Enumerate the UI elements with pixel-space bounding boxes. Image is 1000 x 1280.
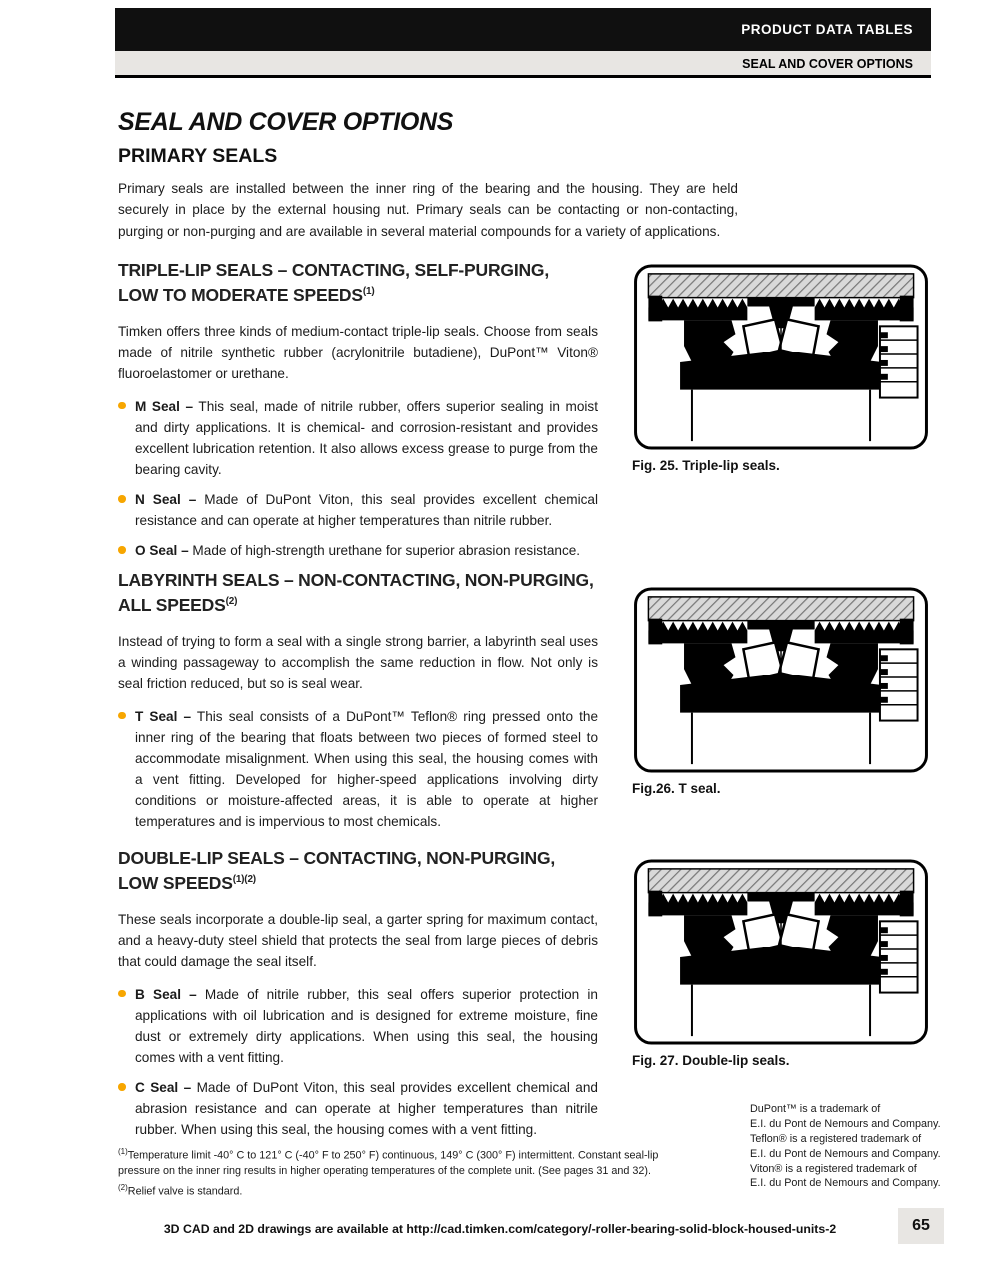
page-subtitle: PRIMARY SEALS [118, 145, 278, 167]
bullet-list [118, 984, 598, 1140]
bearing-cross-section-drawing [632, 586, 930, 774]
list-item [118, 706, 598, 832]
trademark-notes [750, 1102, 950, 1191]
seal-description: This seal, made of nitrile rubber, offers superior sealing in moist and dirty applications. It is chemical- and corrosion-resistant and provides excellent lubrication retention. It also allows excess grease to purge from the bearing cavity. [135, 398, 598, 478]
trademark-line: E.I. du Pont de Nemours and Company. [750, 1117, 941, 1130]
top-bar-title: PRODUCT DATA TABLES [741, 22, 913, 37]
bullet-dot-icon [118, 1083, 126, 1091]
seal-description: Made of nitrile rubber, this seal offers superior protection in applications with oil lubrication and is designed for extreme moisture, fine dust or extremely dirty applications. When using this seal, the housing comes with a vent fitting. [135, 986, 598, 1066]
seal-term: T Seal – [135, 708, 192, 724]
heading-line: LOW SPEEDS [118, 873, 233, 894]
section-labyrinth-seals [118, 568, 598, 841]
section-heading [118, 846, 598, 897]
bullet-dot-icon [118, 546, 126, 554]
heading-line: TRIPLE-LIP SEALS – CONTACTING, SELF-PURGING, [118, 260, 549, 280]
bullet-dot-icon [118, 990, 126, 998]
seal-term: N Seal – [135, 492, 197, 508]
figure-caption: Fig. 25. Triple-lip seals. [632, 458, 780, 473]
seal-term: M Seal – [135, 398, 194, 414]
bullet-list [118, 706, 598, 832]
seal-description: This seal consists of a DuPont™ Teflon® ring pressed onto the inner ring of the bearing that floats between two pieces of formed steel to accommodate misalignment. When using this seal, the housing comes with a vent fitting. Developed for higher-speed applications involving dirty conditions or moisture-affected areas, it is able to operate at higher temperatures and is impervious to most chemicals. [135, 708, 599, 830]
footnote-marker: (2) [118, 1182, 128, 1192]
figure-t-seal [632, 586, 930, 796]
list-item [118, 984, 598, 1068]
bearing-cross-section-drawing [632, 263, 930, 451]
trademark-line: E.I. du Pont de Nemours and Company. [750, 1147, 941, 1160]
page-title: SEAL AND COVER OPTIONS [118, 108, 454, 136]
seal-description: Made of high-strength urethane for superior abrasion resistance. [188, 543, 581, 559]
list-item [118, 396, 598, 480]
list-item [118, 1077, 598, 1140]
intro-paragraph: Primary seals are installed between the inner ring of the bearing and the housing. They are held securely in place by the external housing nut. Primary seals can be contacting or non-contacting, purging or non-purging and are available in several material compounds for a variety of applications. [118, 181, 738, 239]
seal-cover-options-bar [115, 51, 931, 78]
footnotes [118, 1146, 670, 1202]
footnote-text: Relief valve is standard. [127, 1185, 243, 1198]
bullet-dot-icon [118, 495, 126, 503]
bullet-dot-icon [118, 712, 126, 720]
trademark-line: Teflon® is a registered trademark of [750, 1132, 922, 1145]
seal-description: Made of DuPont Viton, this seal provides excellent chemical resistance and can operate at higher temperatures than nitrile rubber. [135, 492, 598, 529]
section-heading [118, 568, 598, 619]
bearing-cross-section-drawing [632, 858, 930, 1046]
seal-term: B Seal – [135, 986, 197, 1002]
heading-footnote-marker: (2) [225, 596, 238, 608]
heading-line: ALL SPEEDS [118, 595, 226, 616]
seal-term: O Seal – [135, 543, 189, 559]
section-heading [118, 258, 598, 309]
section-body: Instead of trying to form a seal with a single strong barrier, a labyrinth seal uses a winding passageway to accomplish the same reduction in flow. Not only is seal friction reduced, but so is seal wear. [118, 633, 598, 691]
page-number: 65 [898, 1208, 944, 1244]
product-data-tables-bar [115, 8, 931, 51]
footnote-text: Temperature limit -40° C to 121° C (-40° F to 250° F) continuous, 149° C (300° F) intermittent. Constant seal-lip pressure on the inner ring results in higher operating temperatures of the complete unit. (See pages 31 and 32). [118, 1149, 659, 1178]
footnote [118, 1146, 670, 1180]
footnote [118, 1182, 670, 1200]
heading-footnote-marker: (1) [362, 286, 375, 298]
heading-line: DOUBLE-LIP SEALS – CONTACTING, NON-PURGING, [118, 848, 556, 868]
trademark-line: E.I. du Pont de Nemours and Company. [750, 1177, 941, 1190]
figure-triple-lip-seals [632, 263, 930, 473]
figure-caption: Fig.26. T seal. [632, 781, 721, 796]
seal-description: Made of DuPont Viton, this seal provides excellent chemical and abrasion resistance and can operate at higher temperatures than nitrile rubber. When using this seal, the housing comes with a vent fitting. [135, 1080, 598, 1138]
heading-line: LOW TO MODERATE SPEEDS [118, 285, 363, 306]
section-body: Timken offers three kinds of medium-contact triple-lip seals. Choose from seals made of nitrile synthetic rubber (acrylonitrile butadiene), DuPont™ Viton® fluoroelastomer or urethane. [118, 323, 598, 381]
section-triple-lip-seals [118, 258, 598, 570]
section-body: These seals incorporate a double-lip seal, a garter spring for maximum contact, and a heavy-duty steel shield that protects the seal from large pieces of debris that could damage the seal itself. [118, 911, 598, 969]
sub-bar-title: SEAL AND COVER OPTIONS [742, 57, 913, 71]
figure-caption: Fig. 27. Double-lip seals. [632, 1053, 790, 1068]
footnote-marker: (1) [118, 1147, 128, 1156]
footer-note: 3D CAD and 2D drawings are available at http://cad.timken.com/category/-roller-bearing-solid-block-housed-units-2 [163, 1222, 837, 1236]
section-double-lip-seals [118, 846, 598, 1149]
heading-line: LABYRINTH SEALS – NON-CONTACTING, NON-PURGING, [118, 570, 594, 590]
trademark-line: DuPont™ is a trademark of [750, 1103, 881, 1115]
list-item [118, 540, 598, 561]
bullet-dot-icon [118, 402, 126, 410]
trademark-line: Viton® is a registered trademark of [750, 1162, 917, 1175]
heading-footnote-marker: (1)(2) [232, 874, 256, 886]
list-item [118, 489, 598, 531]
seal-term: C Seal – [135, 1080, 192, 1096]
bullet-list [118, 396, 598, 561]
figure-double-lip-seals [632, 858, 930, 1068]
